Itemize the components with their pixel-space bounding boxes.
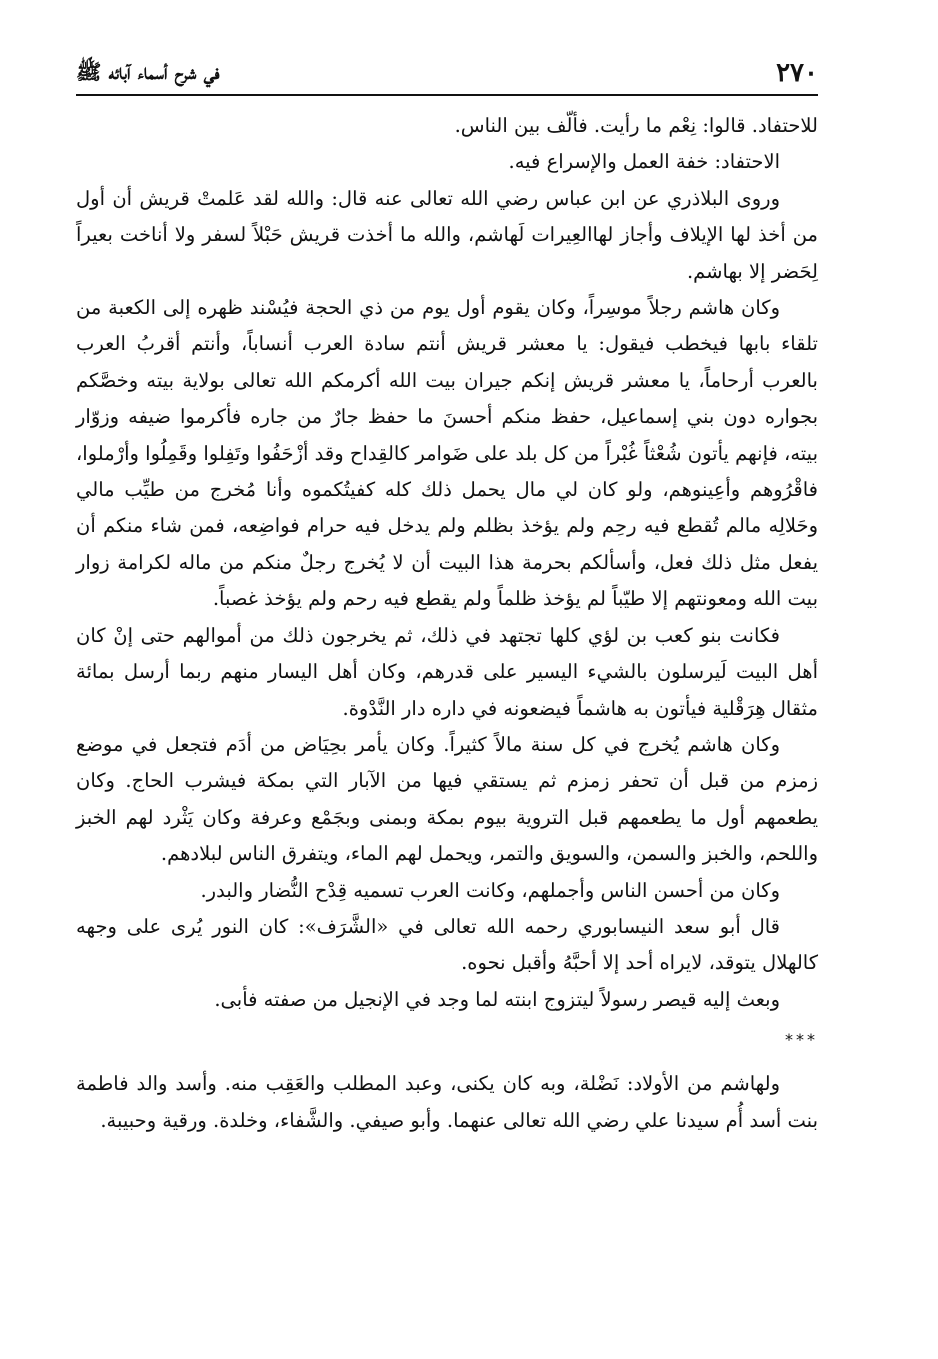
paragraph: وكان من أحسن الناس وأجملهم، وكانت العرب تسميه قِدْح النُّضار والبدر. xyxy=(200,878,780,902)
running-title: في شرح أسماء آبائه ﷺ xyxy=(76,59,220,84)
paragraph: قال أبو سعد النيسابوري رحمه الله تعالى في «الشَّرَف»: كان النور يُرى على وجهه كالهلال يتوقد، لايراه أحد إلا أحبَّهُ وأقبل نحوه. xyxy=(76,914,818,975)
page-header xyxy=(76,52,818,96)
section-separator: *** xyxy=(785,1030,818,1050)
paragraph: وبعث إليه قيصر رسولاً ليتزوج ابنته لما وجد في الإنجيل من صفته فأبى. xyxy=(214,987,780,1011)
paragraph: الاحتفاد: خفة العمل والإسراع فيه. xyxy=(508,150,780,174)
body-text xyxy=(76,108,818,1139)
paragraph: للاحتفاد. قالوا: نِعْم ما رأيت. فألّف بين الناس. xyxy=(454,114,818,137)
paragraph: وكان هاشم رجلاً موسِراً، وكان يقوم أول يوم من ذي الحجة فيُسْند ظهره إلى الكعبة من تلقاء بابها فيخطب فيقول: يا معشر قريش أنتم سادة العرب أنساباً، وأنتم أقربُ العرب بالعرب أرحاماً، يا معشر قريش إنكم جيران بيت الله أكرمكم الله تعالى بولاية بيته وخصَّكم بجواره دون بني إسماعيل، حفظ منكم أحسنَ ما حفظ جارٌ من جاره فأكرموا ضيفه وزوّار بيته، فإنهم يأتون شُعْثاً غُبْراً من كل بلد على ضَوامر كالقِداح وقد أزْحَفُوا وتَفِلوا وقَمِلُوا وأرْملوا، فاقْرُوهم وأعِينوهم، ولو كان لي مال يحمل ذلك كله كفيتُكموه وأنا مُخرج من طيِّب مالي وحَلالِه مالم تُقطع فيه رحِم ولم يؤخذ بظلم ولم يدخل فيه حرام فواضِعه، فمن شاء منكم أن يفعل مثل ذلك فعل، وأسألكم بحرمة هذا البيت أن لا يُخرج رجلٌ منكم من ماله لكرامة زوار بيت الله ومعونتهم إلا طيّباً لم يؤخذ ظلماً ولم يقطع فيه رحم ولم يؤخذ غصباً. xyxy=(76,296,818,611)
page-content xyxy=(76,52,818,1139)
closing-paragraph: ولهاشم من الأولاد: نَضْلة، وبه كان يكنى، وعبد المطلب والعَقِب منه. وأسد والد فاطمة بنت أسد أُم سيدنا علي رضي الله تعالى عنهما. وأبو صيفي. والشَّفاء، وخلدة. ورقية وحبيبة. xyxy=(76,1072,818,1132)
paragraph: وروى البلاذري عن ابن عباس رضي الله تعالى عنه قال: والله لقد عَلمتْ قريش أن أول من أخذ لها الإيلاف وأجاز لهاالعِيرات لَهاشم، والله ما أخذت قريش حَبْلاً لسفر ولا أناخت بعيراً لِحَضر إلا بهاشم. xyxy=(76,186,818,283)
paragraph: فكانت بنو كعب بن لؤي كلها تجتهد في ذلك، ثم يخرجون ذلك من أموالهم حتى إنْ كان أهل البيت لَيرسلون بالشيء اليسير على قدرهم، وكان أهل اليسار منهم ربما أرسل بمائة مثقال هِرَقْلية فيأتون به هاشماً فيضعونه في داره دار النَّدْوة. xyxy=(76,623,818,720)
page-number: ٢٧٠ xyxy=(776,58,818,88)
paragraph: وكان هاشم يُخرج في كل سنة مالاً كثيراً. وكان يأمر بحِيَاض من أدَم فتجعل في موضع زمزم من قبل أن تحفر زمزم ثم يستقي فيها من الآبار التي بمكة فيشرب الحاج. وكان يطعمهم أول ما يطعمهم قبل التروية بيوم بمكة وبمنى وبجَمْع وعرفة وكان يَثْرد لهم الخبز واللحم، والخبز والسمن، والسويق والتمر، ويحمل لهم الماء، ويتفرق الناس لبلادهم. xyxy=(76,732,818,866)
